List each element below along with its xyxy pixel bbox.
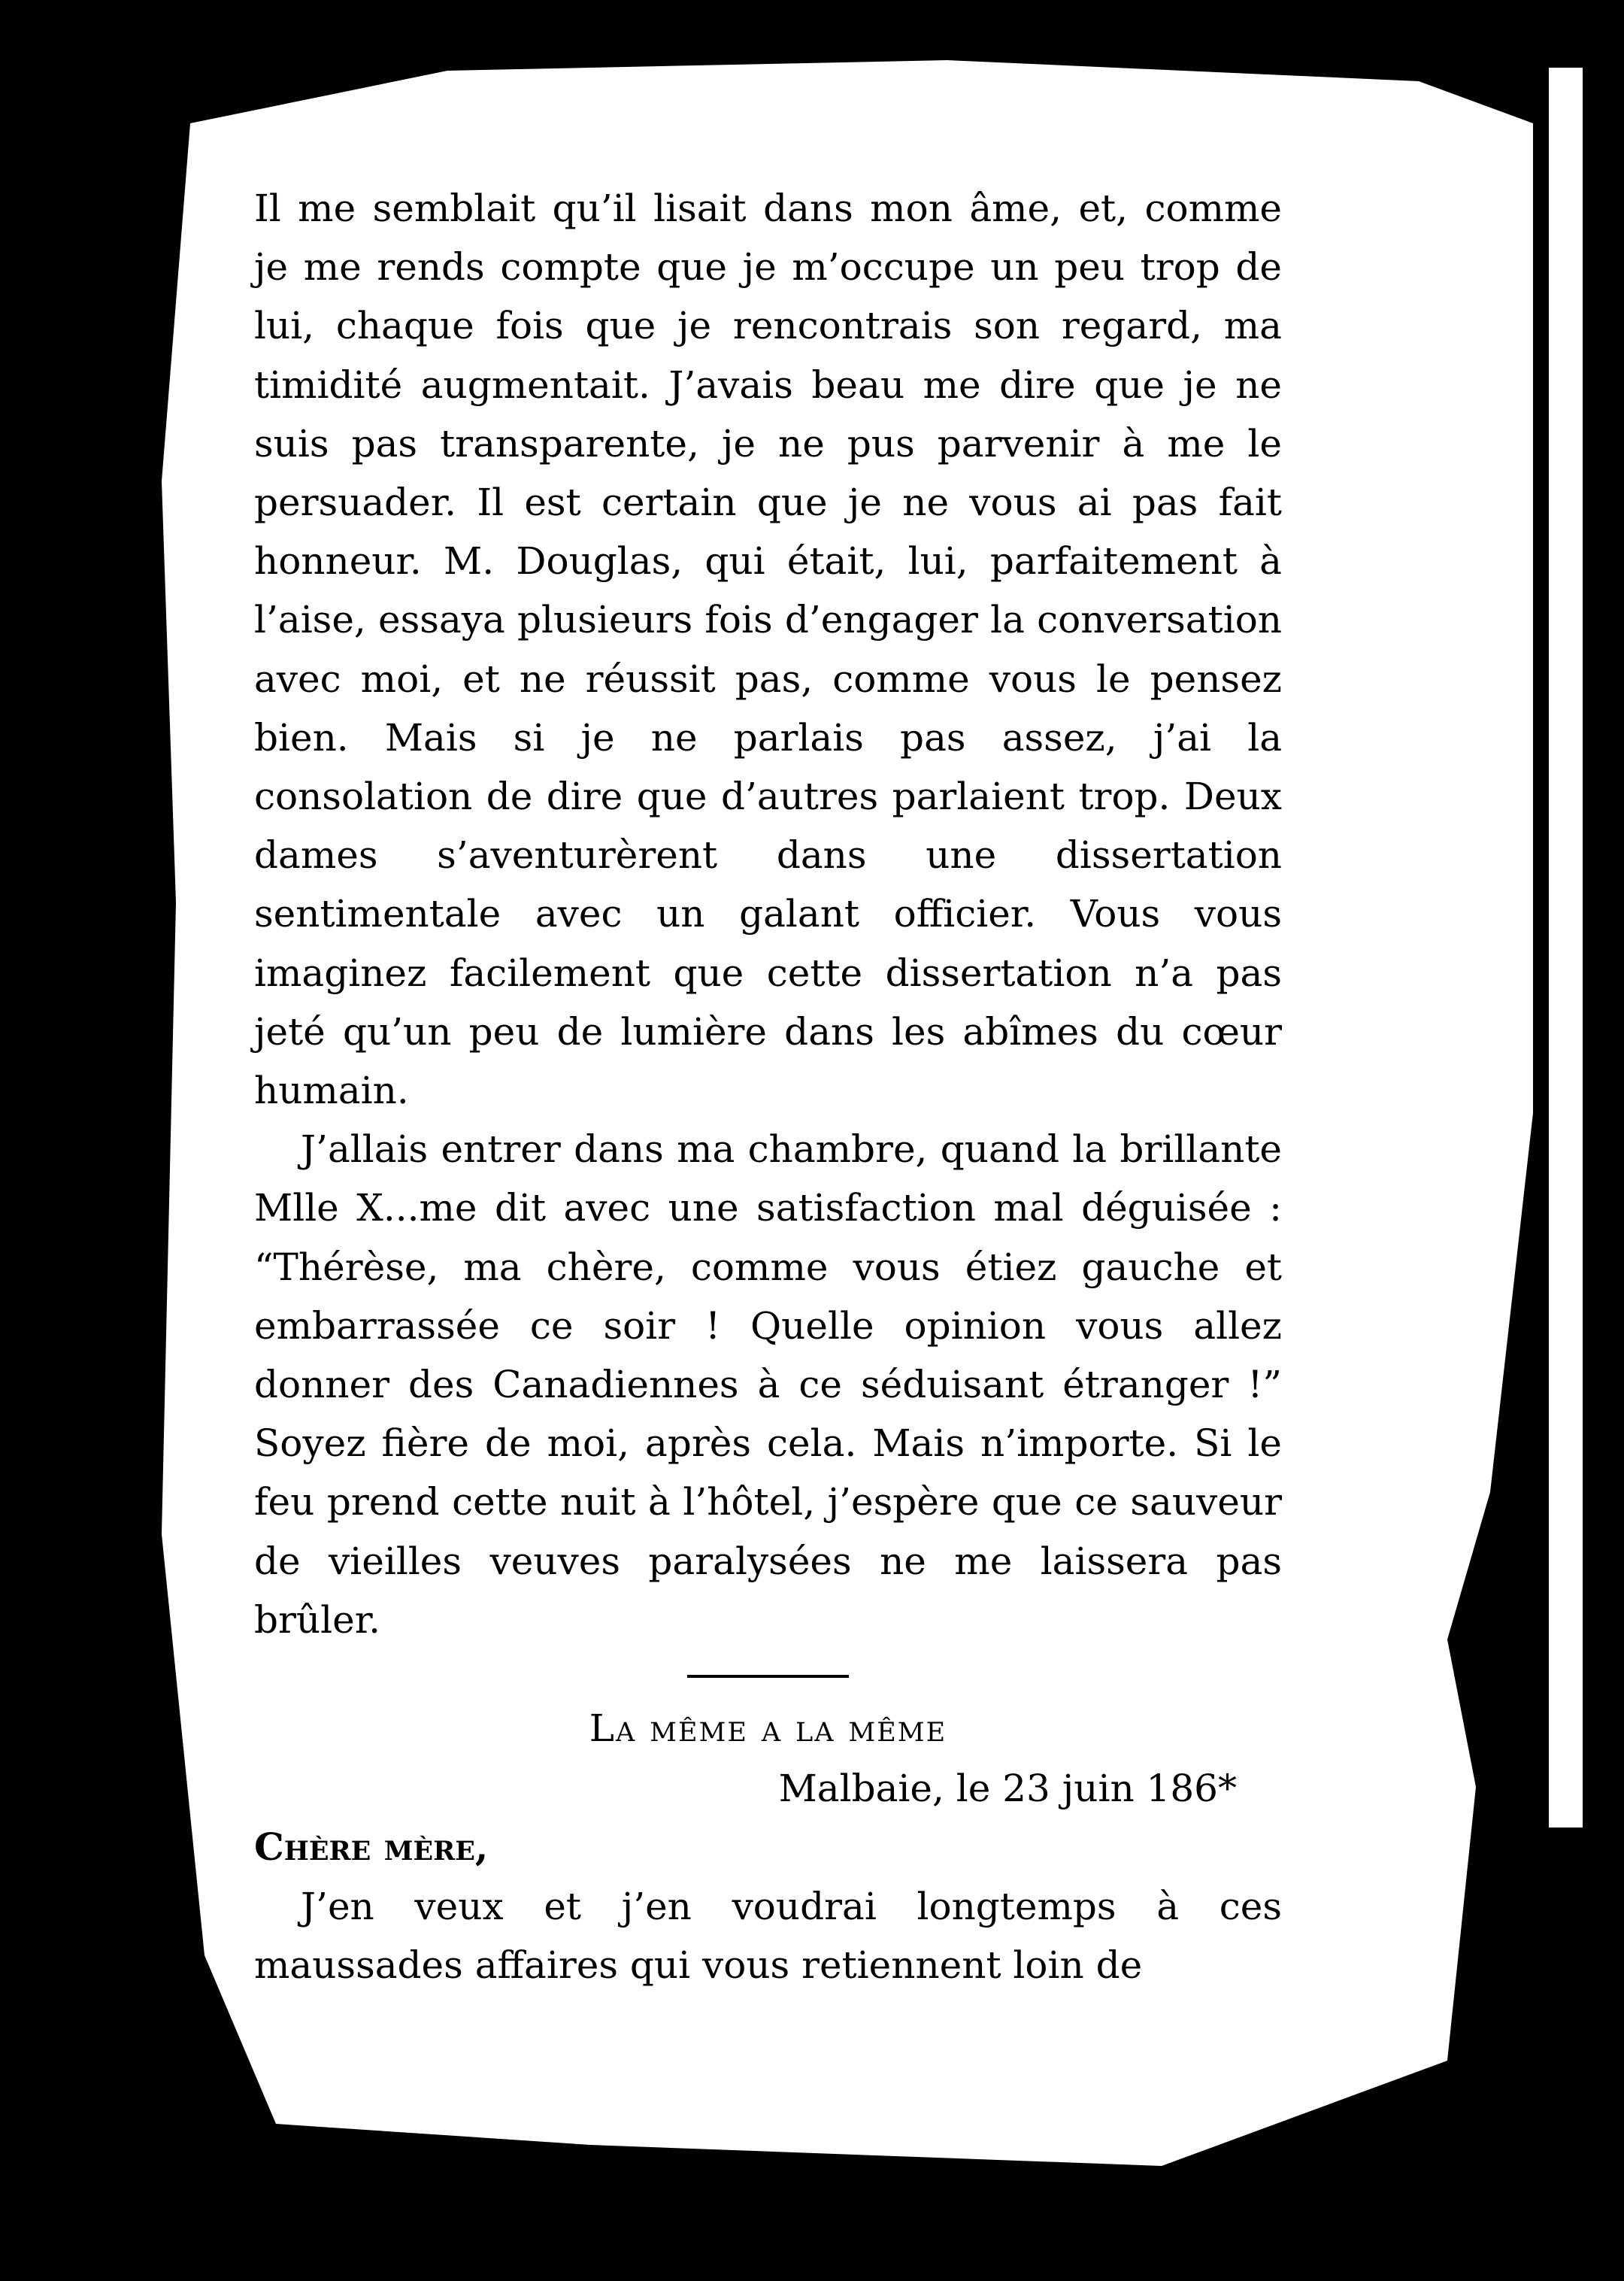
- paragraph-3: J’en veux et j’en voudrai longtemps à ces maussades affaires qui vous retiennent loin de: [254, 1884, 1282, 1987]
- page-edge: [1549, 68, 1583, 1828]
- document-text: [254, 179, 1282, 1994]
- letter-body: [254, 179, 1282, 1649]
- letter-opening: [254, 1877, 1282, 1994]
- letter-dateline: Malbaie, le 23 juin 186*: [778, 1767, 1237, 1811]
- paragraph-1: Il me semblait qu’il lisait dans mon âme, et, comme je me rends compte que je m’occupe un peu trop de lui, chaque fois que je rencontrais son regard, ma timidité augmentait. J’avais beau me dire que je ne suis pas transparente, je ne pus parvenir à me le persuader. Il est certain que je ne vous ai pas fait honneur. M. Douglas, qui était, lui, parfaitement à l’aise, essaya plusieurs fois d’engager la conversation avec moi, et ne réussit pas, comme vous le pensez bien. Mais si je ne parlais pas assez, j’ai la consolation de dire que d’autres parlaient trop. Deux dames s’aventurèrent dans une dissertation sentimentale avec un galant officier. Vous vous imaginez facilement que cette dissertation n’a pas jeté qu’un peu de lumière dans les abîmes du cœur humain.: [254, 187, 1282, 1113]
- section-divider: [687, 1675, 849, 1678]
- paragraph-2: J’allais entrer dans ma chambre, quand la brillante Mlle X...me dit avec une satisfaction mal déguisée : “Thérèse, ma chère, comme vous étiez gauche et embarrassée ce soir ! Quelle opinion vous allez donner des Canadiennes à ce séduisant étranger !” Soyez fière de moi, après cela. Mais n’importe. Si le feu prend cette nuit à l’hôtel, j’espère que ce sauveur de vieilles veuves paralysées ne me laissera pas brûler.: [254, 1127, 1282, 1642]
- letter-heading: La même a la même: [589, 1706, 947, 1751]
- letter-salutation: Chère mère,: [254, 1824, 489, 1870]
